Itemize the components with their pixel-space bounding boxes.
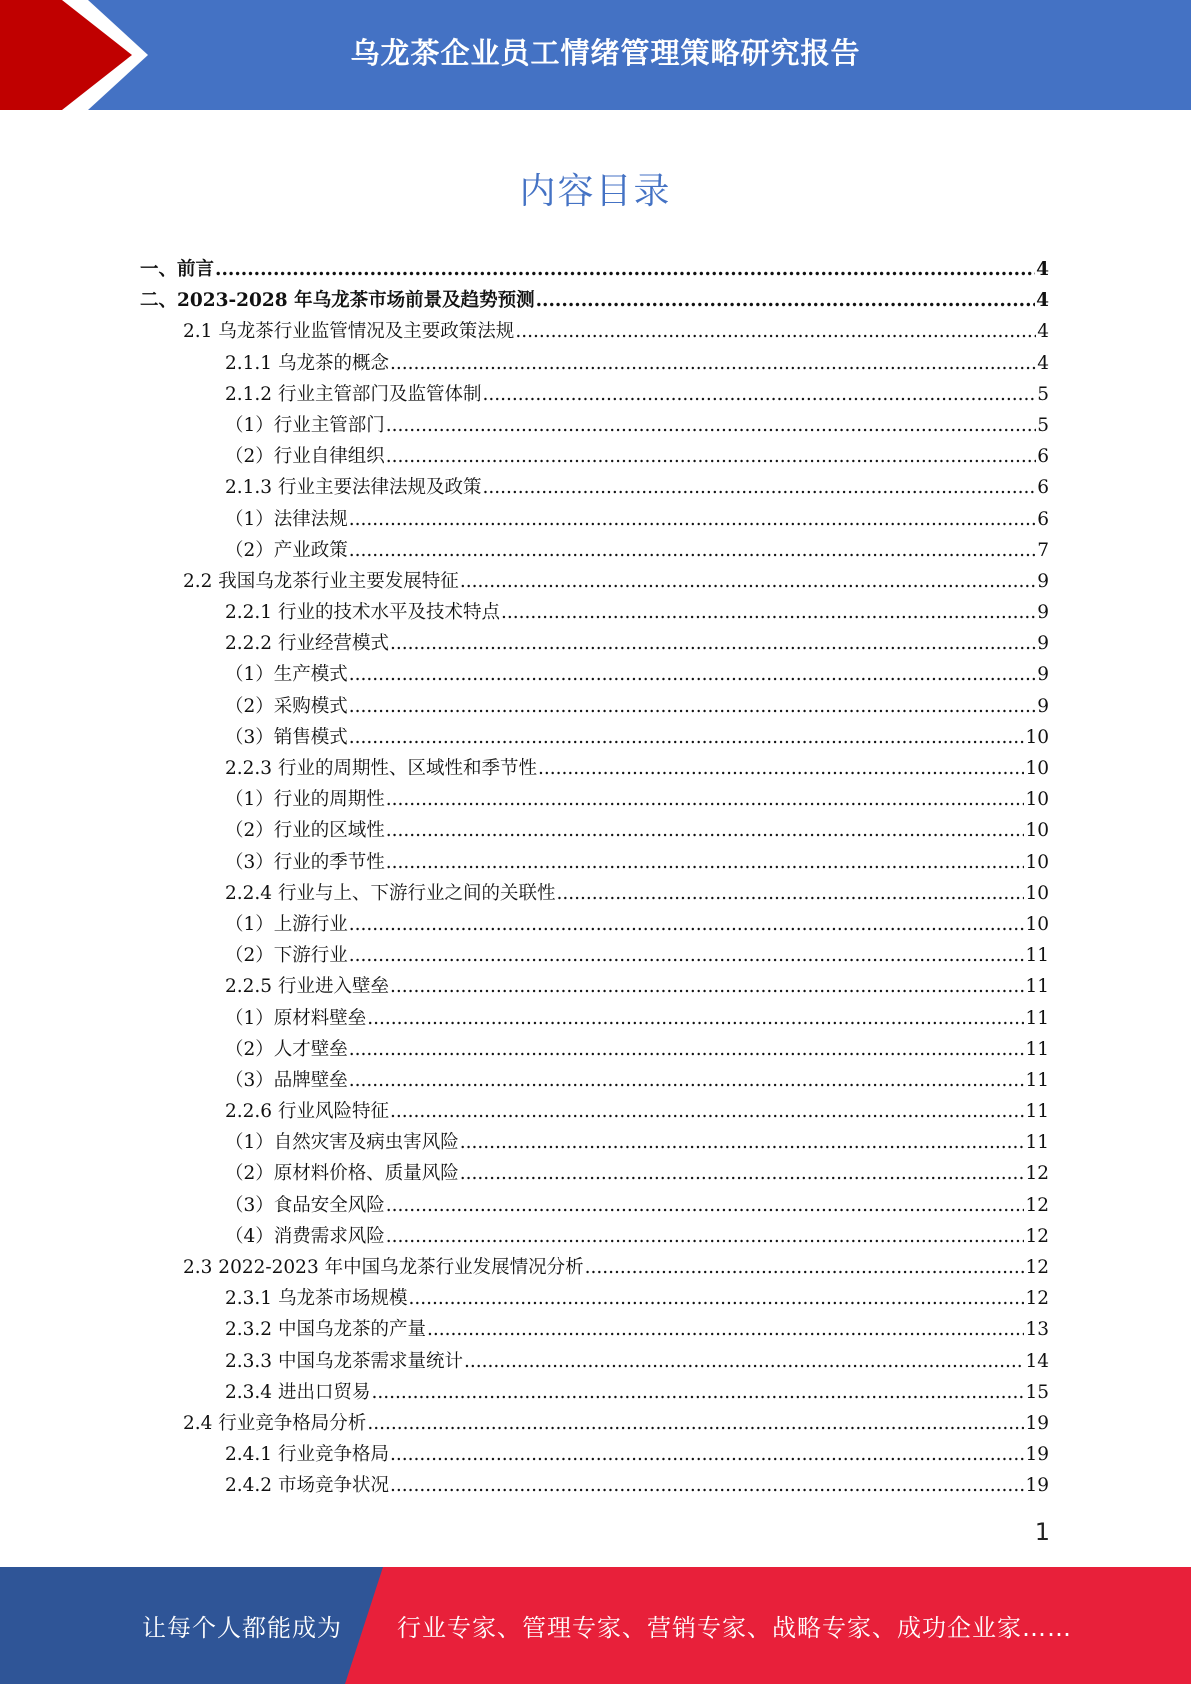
toc-entry-page: 6 bbox=[1037, 446, 1049, 468]
toc-entry[interactable] bbox=[140, 348, 1049, 379]
toc-heading: 内容目录 bbox=[519, 171, 672, 212]
toc-entry-title: 2.1.1 乌龙茶的概念 bbox=[225, 352, 389, 374]
table-of-contents bbox=[140, 254, 1049, 1502]
toc-dot-leader bbox=[460, 1127, 1025, 1158]
toc-entry-title: 2.2 我国乌龙茶行业主要发展特征 bbox=[183, 570, 459, 592]
toc-entry-page: 6 bbox=[1037, 508, 1049, 530]
toc-entry-page: 11 bbox=[1025, 1038, 1049, 1060]
footer-slogan-left: 让每个人都能成为 bbox=[142, 1614, 342, 1642]
toc-dot-leader bbox=[349, 940, 1025, 971]
toc-dot-leader bbox=[386, 441, 1036, 472]
toc-entry[interactable] bbox=[140, 566, 1049, 597]
toc-entry-title: （1）法律法规 bbox=[225, 508, 348, 530]
toc-entry-page: 19 bbox=[1025, 1475, 1049, 1497]
toc-entry[interactable] bbox=[140, 1346, 1049, 1377]
toc-dot-leader bbox=[349, 1065, 1025, 1096]
toc-entry[interactable] bbox=[140, 1252, 1049, 1283]
toc-entry-page: 9 bbox=[1037, 602, 1049, 624]
toc-entry-page: 12 bbox=[1025, 1225, 1049, 1247]
toc-entry-title: （2）产业政策 bbox=[225, 539, 348, 561]
toc-dot-leader bbox=[386, 1221, 1025, 1252]
toc-dot-leader bbox=[460, 1158, 1025, 1189]
toc-entry[interactable] bbox=[140, 1283, 1049, 1314]
toc-entry-page: 19 bbox=[1025, 1444, 1049, 1466]
toc-entry-page: 9 bbox=[1037, 633, 1049, 655]
toc-dot-leader bbox=[386, 784, 1025, 815]
toc-entry-title: 2.2.6 行业风险特征 bbox=[225, 1101, 389, 1123]
toc-dot-leader bbox=[408, 1283, 1024, 1314]
toc-entry-page: 11 bbox=[1025, 1101, 1049, 1123]
toc-entry-title: 2.1.2 行业主管部门及监管体制 bbox=[225, 383, 482, 405]
toc-entry-page: 10 bbox=[1025, 913, 1049, 935]
toc-entry-page: 10 bbox=[1025, 882, 1049, 904]
toc-dot-leader bbox=[556, 878, 1024, 909]
toc-entry-page: 10 bbox=[1025, 726, 1049, 748]
toc-entry[interactable] bbox=[140, 847, 1049, 878]
toc-entry-page: 4 bbox=[1036, 259, 1049, 280]
toc-entry-title: 2.3.3 中国乌龙茶需求量统计 bbox=[225, 1350, 463, 1372]
toc-entry-page: 10 bbox=[1025, 758, 1049, 779]
toc-entry[interactable] bbox=[140, 1377, 1049, 1408]
header-band bbox=[0, 0, 1191, 110]
toc-entry[interactable] bbox=[140, 722, 1049, 753]
toc-entry-page: 11 bbox=[1025, 976, 1049, 998]
toc-entry-title: （2）采购模式 bbox=[225, 695, 348, 717]
toc-entry-title: 2.3.2 中国乌龙茶的产量 bbox=[225, 1319, 426, 1341]
toc-dot-leader bbox=[349, 909, 1025, 940]
toc-entry-title: （1）生产模式 bbox=[225, 664, 348, 686]
toc-entry-title: （2）行业自律组织 bbox=[225, 446, 385, 468]
toc-entry-title: （1）上游行业 bbox=[225, 913, 348, 935]
toc-dot-leader bbox=[515, 316, 1036, 347]
toc-entry-title: 2.2.3 行业的周期性、区域性和季节性 bbox=[225, 758, 537, 779]
toc-entry[interactable] bbox=[140, 753, 1049, 784]
toc-dot-leader bbox=[390, 628, 1036, 659]
toc-entry-page: 9 bbox=[1037, 570, 1049, 592]
toc-entry[interactable] bbox=[140, 1221, 1049, 1252]
toc-entry-title: 2.3 2022-2023 年中国乌龙茶行业发展情况分析 bbox=[183, 1257, 584, 1278]
toc-entry-page: 12 bbox=[1025, 1257, 1049, 1278]
toc-entry[interactable] bbox=[140, 909, 1049, 940]
toc-entry-page: 4 bbox=[1037, 352, 1049, 374]
toc-entry-page: 15 bbox=[1025, 1381, 1049, 1403]
toc-entry[interactable] bbox=[140, 815, 1049, 846]
toc-entry-page: 11 bbox=[1025, 1007, 1049, 1029]
toc-dot-leader bbox=[386, 847, 1025, 878]
toc-dot-leader bbox=[390, 348, 1036, 379]
toc-dot-leader bbox=[349, 691, 1036, 722]
toc-dot-leader bbox=[482, 379, 1036, 410]
toc-entry-title: 2.4.2 市场竞争状况 bbox=[225, 1475, 389, 1497]
toc-entry-title: （1）自然灾害及病虫害风险 bbox=[225, 1132, 459, 1154]
toc-entry-title: （4）消费需求风险 bbox=[225, 1225, 385, 1247]
toc-entry[interactable] bbox=[140, 472, 1049, 503]
toc-entry-title: 2.2.5 行业进入壁垒 bbox=[225, 976, 389, 998]
toc-dot-leader bbox=[349, 504, 1036, 535]
toc-dot-leader bbox=[536, 285, 1036, 316]
toc-entry-title: 2.4 行业竞争格局分析 bbox=[183, 1412, 367, 1434]
toc-entry[interactable] bbox=[140, 971, 1049, 1002]
toc-entry-page: 9 bbox=[1037, 664, 1049, 686]
toc-entry-title: （2）行业的区域性 bbox=[225, 820, 385, 842]
toc-dot-leader bbox=[501, 597, 1036, 628]
toc-entry-title: （2）人才壁垒 bbox=[225, 1038, 348, 1060]
toc-entry-title: 2.3.4 进出口贸易 bbox=[225, 1381, 371, 1403]
toc-entry-page: 4 bbox=[1037, 321, 1049, 343]
toc-entry-page: 9 bbox=[1037, 695, 1049, 717]
toc-entry-title: 2.3.1 乌龙茶市场规模 bbox=[225, 1288, 408, 1310]
toc-dot-leader bbox=[215, 254, 1035, 285]
toc-dot-leader bbox=[538, 753, 1024, 784]
toc-entry[interactable] bbox=[140, 1127, 1049, 1158]
toc-dot-leader bbox=[427, 1314, 1024, 1345]
toc-entry-page: 10 bbox=[1025, 789, 1049, 811]
toc-entry[interactable] bbox=[140, 659, 1049, 690]
toc-dot-leader bbox=[464, 1346, 1024, 1377]
toc-entry-page: 11 bbox=[1025, 1069, 1049, 1091]
toc-entry[interactable] bbox=[140, 940, 1049, 971]
toc-entry-title: 2.4.1 行业竞争格局 bbox=[225, 1444, 389, 1466]
toc-entry[interactable] bbox=[140, 597, 1049, 628]
toc-entry[interactable] bbox=[140, 1158, 1049, 1189]
toc-entry-page: 5 bbox=[1037, 414, 1049, 436]
footer-band bbox=[0, 1567, 1191, 1684]
toc-entry-page: 10 bbox=[1025, 851, 1049, 873]
toc-entry-page: 12 bbox=[1025, 1194, 1049, 1216]
toc-entry-title: 2.2.2 行业经营模式 bbox=[225, 633, 389, 655]
toc-dot-leader bbox=[482, 472, 1036, 503]
toc-entry[interactable] bbox=[140, 316, 1049, 347]
toc-dot-leader bbox=[390, 1470, 1024, 1501]
toc-entry[interactable] bbox=[140, 1470, 1049, 1501]
toc-entry[interactable] bbox=[140, 1190, 1049, 1221]
toc-entry[interactable] bbox=[140, 535, 1049, 566]
toc-entry-title: 2.2.4 行业与上、下游行业之间的关联性 bbox=[225, 882, 556, 904]
toc-dot-leader bbox=[349, 722, 1025, 753]
toc-entry[interactable] bbox=[140, 1439, 1049, 1470]
toc-entry[interactable] bbox=[140, 1034, 1049, 1065]
toc-entry[interactable] bbox=[140, 691, 1049, 722]
toc-entry[interactable] bbox=[140, 1003, 1049, 1034]
toc-entry[interactable] bbox=[140, 1314, 1049, 1345]
toc-entry-title: 二、2023-2028 年乌龙茶市场前景及趋势预测 bbox=[140, 290, 535, 312]
toc-dot-leader bbox=[349, 659, 1036, 690]
toc-entry[interactable] bbox=[140, 504, 1049, 535]
toc-entry[interactable] bbox=[140, 254, 1049, 285]
toc-entry-page: 19 bbox=[1025, 1412, 1049, 1434]
toc-dot-leader bbox=[390, 971, 1024, 1002]
toc-entry-title: （1）行业的周期性 bbox=[225, 789, 385, 811]
toc-entry[interactable] bbox=[140, 379, 1049, 410]
toc-dot-leader bbox=[585, 1252, 1025, 1283]
toc-entry[interactable] bbox=[140, 1065, 1049, 1096]
page-number: 1 bbox=[1034, 1518, 1050, 1546]
toc-entry-title: 一、前言 bbox=[140, 259, 215, 280]
toc-entry-page: 11 bbox=[1025, 945, 1049, 967]
toc-entry-page: 4 bbox=[1036, 290, 1049, 312]
toc-entry-title: 2.2.1 行业的技术水平及技术特点 bbox=[225, 602, 500, 624]
toc-entry-page: 5 bbox=[1037, 383, 1049, 405]
toc-entry-page: 7 bbox=[1037, 539, 1049, 561]
toc-dot-leader bbox=[349, 535, 1036, 566]
document-title: 乌龙茶企业员工情绪管理策略研究报告 bbox=[350, 35, 861, 70]
toc-dot-leader bbox=[386, 410, 1036, 441]
toc-dot-leader bbox=[386, 815, 1025, 846]
toc-entry-page: 14 bbox=[1025, 1350, 1049, 1372]
toc-dot-leader bbox=[390, 1439, 1024, 1470]
toc-entry-title: 2.1 乌龙茶行业监管情况及主要政策法规 bbox=[183, 321, 515, 343]
toc-entry-title: 2.1.3 行业主要法律法规及政策 bbox=[225, 477, 482, 499]
toc-dot-leader bbox=[349, 1034, 1025, 1065]
toc-entry-page: 13 bbox=[1025, 1319, 1049, 1341]
toc-entry[interactable] bbox=[140, 628, 1049, 659]
toc-entry[interactable] bbox=[140, 441, 1049, 472]
toc-entry-title: （3）食品安全风险 bbox=[225, 1194, 385, 1216]
toc-entry-title: （2）原材料价格、质量风险 bbox=[225, 1163, 459, 1185]
toc-entry-page: 10 bbox=[1025, 820, 1049, 842]
toc-dot-leader bbox=[371, 1377, 1024, 1408]
toc-dot-leader bbox=[367, 1003, 1024, 1034]
toc-entry[interactable] bbox=[140, 410, 1049, 441]
toc-entry[interactable] bbox=[140, 1096, 1049, 1127]
toc-entry-title: （3）销售模式 bbox=[225, 726, 348, 748]
toc-entry-title: （3）品牌壁垒 bbox=[225, 1069, 348, 1091]
toc-entry-page: 12 bbox=[1025, 1163, 1049, 1185]
toc-dot-leader bbox=[460, 566, 1036, 597]
toc-entry-page: 11 bbox=[1025, 1132, 1049, 1154]
toc-entry-title: （2）下游行业 bbox=[225, 945, 348, 967]
toc-entry-page: 6 bbox=[1037, 477, 1049, 499]
toc-entry[interactable] bbox=[140, 285, 1049, 316]
toc-entry-title: （1）原材料壁垒 bbox=[225, 1007, 367, 1029]
toc-dot-leader bbox=[386, 1190, 1025, 1221]
toc-dot-leader bbox=[367, 1408, 1024, 1439]
toc-entry-title: （1）行业主管部门 bbox=[225, 414, 385, 436]
toc-entry-title: （3）行业的季节性 bbox=[225, 851, 385, 873]
toc-entry-page: 12 bbox=[1025, 1288, 1049, 1310]
toc-entry[interactable] bbox=[140, 1408, 1049, 1439]
toc-dot-leader bbox=[390, 1096, 1024, 1127]
toc-entry[interactable] bbox=[140, 878, 1049, 909]
footer-slogan-right: 行业专家、管理专家、营销专家、战略专家、成功企业家…… bbox=[397, 1614, 1072, 1642]
toc-entry[interactable] bbox=[140, 784, 1049, 815]
